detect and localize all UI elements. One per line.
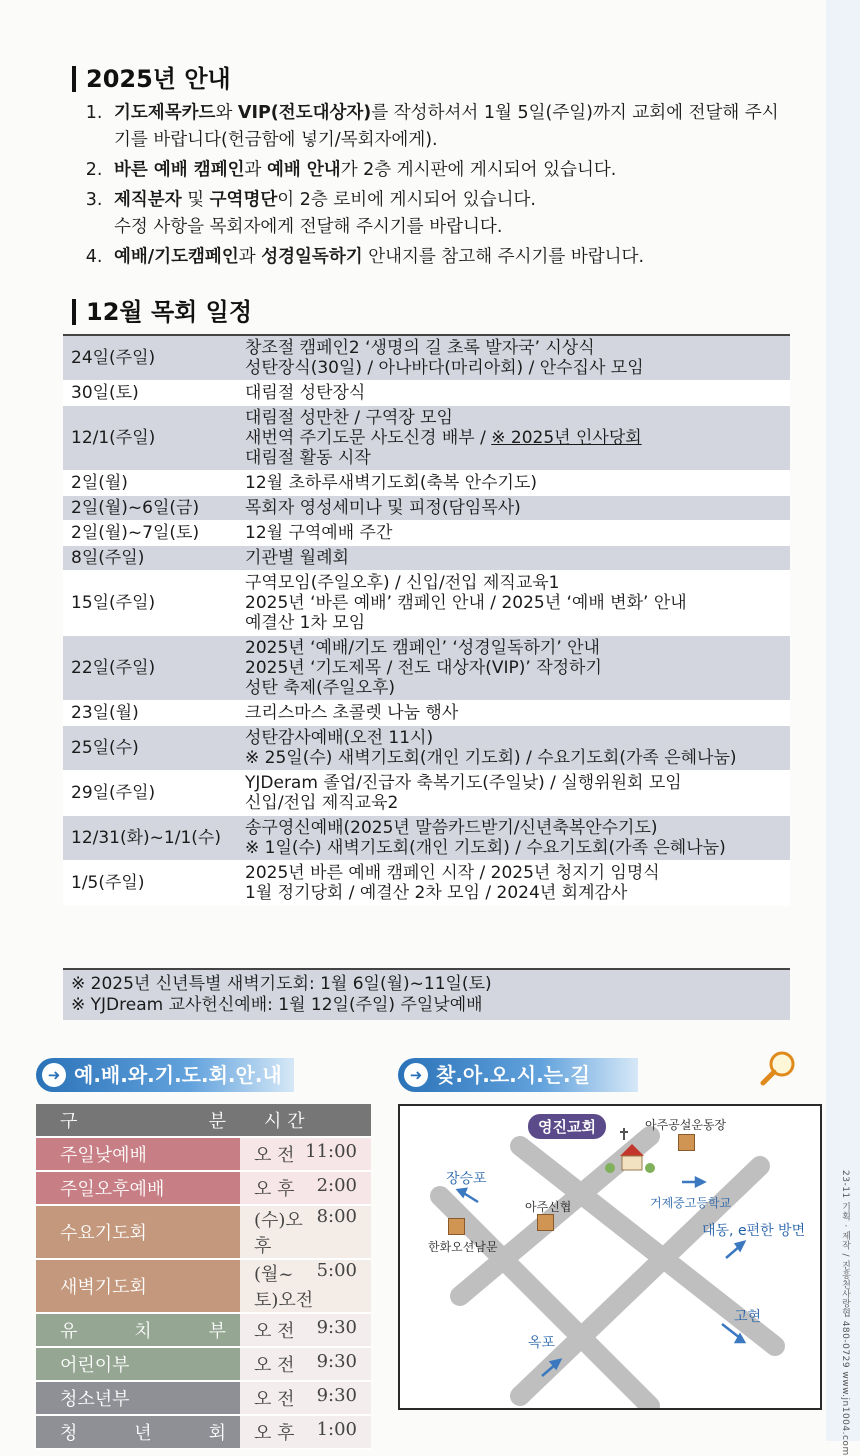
schedule-row	[63, 861, 790, 906]
church-label: 영진교회	[528, 1114, 606, 1139]
schedule-date: 15일(주일)	[63, 571, 237, 636]
footnote-teacher-service: ※ YJDream 교사헌신예배: 1월 12일(주일) 주일낮예배	[71, 995, 483, 1015]
notice-text: 안내지를 참고해 주시기를 바랍니다.	[362, 247, 645, 267]
directions-band-title: 찾.아.오.시.는.길	[436, 1063, 590, 1087]
notice-text: 가 2층 게시판에 게시되어 있습니다.	[340, 160, 617, 180]
schedule-event: 새번역 주기도문 사도신경 배부 / ※ 2025년 인사당회	[245, 428, 642, 448]
schedule-row	[63, 571, 790, 636]
header-time: 시 간	[240, 1104, 371, 1137]
notice-text: 과	[244, 160, 267, 180]
schedule-event: 대림절 활동 시작	[245, 448, 371, 468]
worship-when: 오 전	[254, 1389, 295, 1410]
worship-row	[36, 1415, 371, 1449]
notice-item	[108, 187, 782, 241]
schedule-event: 목회자 영성세미나 및 피정(담임목사)	[245, 498, 521, 518]
schedule-events	[237, 571, 790, 636]
notice-item	[108, 157, 782, 184]
schedule-row	[63, 546, 790, 571]
schedule-row	[63, 406, 790, 471]
notice-item	[108, 100, 782, 154]
worship-time	[240, 1347, 371, 1381]
schedule-events	[237, 496, 790, 521]
worship-time	[240, 1313, 371, 1347]
worship-clock: 2:00	[316, 1175, 357, 1196]
worship-band	[36, 1058, 294, 1092]
worship-row	[36, 1205, 371, 1259]
schedule-events	[237, 701, 790, 726]
schedule-date: 2일(월)	[63, 471, 237, 496]
schedule-events	[237, 546, 790, 571]
schedule-row	[63, 471, 790, 496]
schedule-event: 성탄장식(30일) / 아나바다(마리아회) / 안수집사 모임	[245, 358, 644, 378]
magnifier-icon	[758, 1048, 798, 1088]
schedule-row	[63, 636, 790, 701]
jangseungpo-label: 장승포	[446, 1171, 487, 1187]
schedule-date: 2일(월)~7일(토)	[63, 521, 237, 546]
schedule-row	[63, 521, 790, 546]
worship-name: 주일낮예배	[36, 1137, 240, 1171]
side-print-credit: 23-11 기획 · 제작 / 진흥천사랑협 480-0729 www.jn1004.com	[840, 1170, 850, 1456]
notice-keyword: 제직분자	[114, 190, 182, 210]
schedule-events	[237, 406, 790, 471]
schedule-event: 성탄 축제(주일오후)	[245, 678, 396, 698]
worship-time	[240, 1171, 371, 1205]
worship-row	[36, 1171, 371, 1205]
schedule-event: 크리스마스 초콜렛 나눔 행사	[245, 703, 459, 723]
worship-clock: 9:30	[316, 1317, 357, 1338]
stadium-label: 아주공설운동장	[645, 1118, 727, 1132]
notice-text: 과	[238, 247, 262, 267]
worship-when: 오 전	[254, 1355, 295, 1376]
worship-row	[36, 1313, 371, 1347]
schedule-row	[63, 381, 790, 406]
worship-clock: 1:00	[316, 1419, 357, 1440]
worship-name: 유 치 부	[36, 1313, 240, 1347]
notice-item	[108, 244, 782, 271]
worship-when: 오 전	[254, 1321, 295, 1342]
worship-name: 청소년부	[36, 1381, 240, 1415]
worship-table	[36, 1104, 371, 1450]
schedule-event: 2025년 ‘기도제목 / 전도 대상자(VIP)’ 작정하기	[245, 658, 602, 678]
schedule-row	[63, 335, 790, 381]
worship-time	[240, 1415, 371, 1449]
schedule-events	[237, 335, 790, 381]
arrow-circle-icon: ➜	[42, 1063, 66, 1087]
building-icon	[537, 1214, 554, 1231]
schedule-date: 2일(월)~6일(금)	[63, 496, 237, 521]
schedule-row	[63, 816, 790, 861]
ajushinhyeop-label: 아주신협	[525, 1200, 572, 1214]
worship-row	[36, 1259, 371, 1313]
schedule-table	[63, 334, 790, 906]
worship-name: 청 년 회	[36, 1415, 240, 1449]
worship-name: 새벽기도회	[36, 1259, 240, 1313]
worship-when: 오 후	[254, 1423, 295, 1444]
schedule-date: 22일(주일)	[63, 636, 237, 701]
schedule-event: 성탄감사예배(오전 11시)	[245, 728, 434, 748]
notice-keyword: 예배 안내	[267, 160, 341, 180]
worship-row	[36, 1347, 371, 1381]
schedule-footnotes	[63, 968, 790, 1020]
schedule-event: 송구영신예배(2025년 말씀카드받기/신년축복안수기도)	[245, 818, 658, 838]
schedule-date: 12/1(주일)	[63, 406, 237, 471]
schedule-date: 24일(주일)	[63, 335, 237, 381]
schedule-event: 대림절 성탄장식	[245, 383, 366, 403]
arrow-circle-icon: ➜	[404, 1063, 428, 1087]
schedule-date: 12/31(화)~1/1(수)	[63, 816, 237, 861]
schedule-events	[237, 861, 790, 906]
schedule-event: ※ 25일(수) 새벽기도회(개인 기도회) / 수요기도회(가족 은혜나눔)	[245, 748, 737, 768]
schedule-row	[63, 496, 790, 521]
worship-header-row	[36, 1104, 371, 1137]
schedule-event: 1월 정기당회 / 예결산 2차 모임 / 2024년 회계감사	[245, 883, 628, 903]
building-icon	[448, 1218, 465, 1235]
notice-text: 를 작성하셔서 1월 5일(주일)까지 교회에 전달해 주시기를 바랍니다(헌금함에 넣기/목회자에게).	[114, 103, 779, 150]
schedule-date: 25일(수)	[63, 726, 237, 771]
notice-text: 와	[215, 103, 238, 123]
schedule-event: 2025년 바른 예배 캠페인 시작 / 2025년 청지기 임명식	[245, 863, 660, 883]
schedule-event: ※ 1일(수) 새벽기도회(개인 기도회) / 수요기도회(가족 은혜나눔)	[245, 838, 726, 858]
daedong-label: 대동, e편한 방면	[702, 1223, 806, 1239]
hanwha-label: 한화오션남문	[428, 1240, 498, 1254]
worship-clock: 5:00	[316, 1260, 357, 1281]
notice-keyword: 바른 예배 캠페인	[114, 160, 245, 180]
notice-keyword: VIP(전도대상자)	[237, 103, 372, 123]
schedule-events	[237, 771, 790, 816]
worship-band-title: 예.배.와.기.도.회.안.내	[74, 1063, 282, 1087]
schedule-events	[237, 636, 790, 701]
worship-name: 어린이부	[36, 1347, 240, 1381]
schedule-date: 8일(주일)	[63, 546, 237, 571]
notice-keyword: 성경일독하기	[261, 247, 363, 267]
schedule-title: 12월 목회 일정	[72, 299, 252, 325]
worship-time	[240, 1205, 371, 1259]
worship-when: (수)오후	[254, 1210, 303, 1257]
schedule-row	[63, 726, 790, 771]
schedule-row	[63, 701, 790, 726]
schedule-date: 29일(주일)	[63, 771, 237, 816]
notice-keyword: 구역명단	[209, 190, 278, 210]
schedule-event: 12월 초하루새벽기도회(축복 안수기도)	[245, 473, 538, 493]
worship-row	[36, 1381, 371, 1415]
schedule-event: YJDeram 졸업/진급자 축복기도(주일낮) / 실행위원회 모임	[245, 773, 682, 793]
schedule-event: 구역모임(주일오후) / 신입/전입 제직교육1	[245, 573, 560, 593]
worship-clock: 9:30	[316, 1385, 357, 1406]
worship-when: 오 전	[254, 1145, 295, 1166]
worship-name: 주일오후예배	[36, 1171, 240, 1205]
worship-row	[36, 1137, 371, 1171]
schedule-event: 대림절 성만찬 / 구역장 모임	[245, 408, 453, 428]
schedule-event: 2025년 ‘예배/기도 캠페인’ ‘성경일독하기’ 안내	[245, 638, 600, 658]
notice-text: 이 2층 로비에 게시되어 있습니다.	[277, 190, 536, 210]
notice-keyword: 예배/기도캠페인	[114, 247, 239, 267]
schedule-event: 12월 구역예배 주간	[245, 523, 393, 543]
worship-clock: 11:00	[305, 1141, 357, 1162]
notice-text: 및	[181, 190, 210, 210]
directions-map	[398, 1104, 822, 1410]
highlight-event: ※ 2025년 인사당회	[491, 428, 642, 448]
schedule-event: 신입/전입 제직교육2	[245, 793, 399, 813]
road-map	[400, 1106, 820, 1408]
notice-keyword: 기도제목카드	[114, 103, 216, 123]
schedule-row	[63, 771, 790, 816]
worship-clock: 9:30	[316, 1351, 357, 1372]
notice-list	[82, 100, 782, 274]
schedule-events	[237, 726, 790, 771]
schedule-date: 30일(토)	[63, 381, 237, 406]
schedule-date: 23일(월)	[63, 701, 237, 726]
schedule-event: 기관별 월례회	[245, 548, 349, 568]
worship-time	[240, 1381, 371, 1415]
notice-text: 수정 사항을 목회자에게 전달해 주시기를 바랍니다.	[114, 217, 503, 237]
schedule-events	[237, 521, 790, 546]
footnote-dawn-prayer: ※ 2025년 신년특별 새벽기도회: 1월 6일(월)~11일(토)	[71, 974, 492, 994]
schedule-events	[237, 816, 790, 861]
worship-when: 오 후	[254, 1179, 295, 1200]
schedule-events	[237, 471, 790, 496]
building-icon	[678, 1134, 695, 1151]
worship-time	[240, 1259, 371, 1313]
notice-title: 2025년 안내	[72, 66, 231, 92]
schedule-event: 예결산 1차 모임	[245, 613, 366, 633]
okpo-label: 옥포	[528, 1335, 556, 1351]
schedule-events	[237, 381, 790, 406]
worship-time	[240, 1137, 371, 1171]
header-category: 구 분	[36, 1104, 240, 1137]
directions-band	[398, 1058, 638, 1092]
schedule-event: 창조절 캠페인2 ‘생명의 길 초록 발자국’ 시상식	[245, 338, 595, 358]
worship-when: (월~토)오전	[254, 1264, 314, 1311]
worship-clock: 8:00	[316, 1206, 357, 1227]
schedule-event: 2025년 ‘바른 예배’ 캠페인 안내 / 2025년 ‘예배 변화’ 안내	[245, 593, 687, 613]
worship-name: 수요기도회	[36, 1205, 240, 1259]
schedule-date: 1/5(주일)	[63, 861, 237, 906]
gohyeon-label: 고현	[734, 1309, 762, 1325]
school-label: 거제중고등학교	[650, 1196, 732, 1210]
